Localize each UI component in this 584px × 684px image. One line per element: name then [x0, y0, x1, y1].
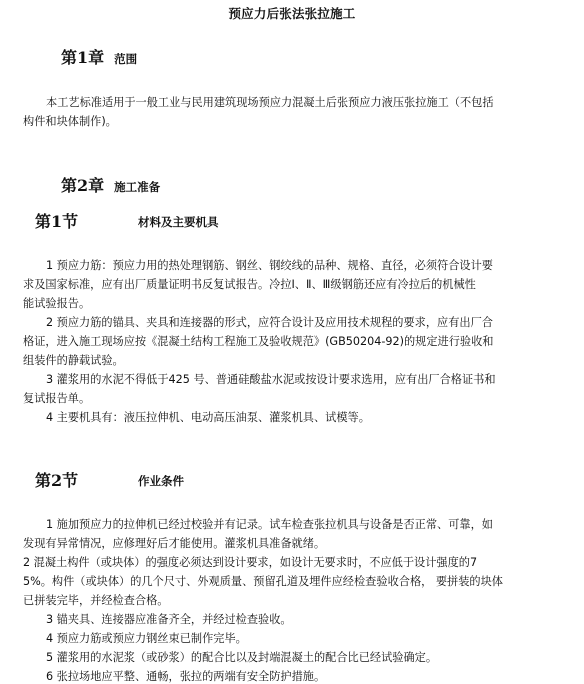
- section-1-line-6: 组装件的静载试验。: [23, 354, 124, 367]
- chapter-2-heading: [61, 173, 160, 196]
- section-1-line-7: 3 灌浆用的水泥不得低于425 号、普通硅酸盐水泥或按设计要求选用，应有出厂合格证书和: [46, 373, 496, 386]
- section-2-line-7: 4 预应力筋或预应力钢丝束已制作完毕。: [46, 632, 247, 645]
- section-2-number: 第2节: [35, 471, 79, 490]
- chapter-1-label: 范围: [114, 52, 138, 66]
- section-1-line-5: 格证，进入施工现场应按《混凝土结构工程施工及验收规范》(GB50204-92)的规定进行验收和: [23, 335, 494, 348]
- document-title: 预应力后张法张拉施工: [228, 6, 356, 21]
- section-1-label: 材料及主要机具: [138, 215, 219, 229]
- chapter-1-line-1: 本工艺标准适用于一般工业与民用建筑现场预应力混凝土后张预应力液压张拉施工（不包括: [46, 96, 494, 109]
- section-2-line-3: 2 混凝土构件（或块体）的强度必须达到设计要求，如设计无要求时，不应低于设计强度的7: [23, 556, 478, 569]
- section-1-line-3: 能试验报告。: [23, 297, 91, 310]
- section-1-line-9: 4 主要机具有：液压拉伸机、电动高压油泵、灌浆机具、试模等。: [46, 411, 370, 424]
- chapter-2-number: 第2章: [61, 176, 105, 195]
- section-1-line-2: 求及国家标准，应有出厂质量证明书反复试报告。冷拉Ⅰ、Ⅱ、Ⅲ级钢筋还应有冷拉后的机械性: [23, 278, 476, 291]
- chapter-1-line-2: 构件和块体制作)。: [23, 115, 117, 128]
- section-2-line-5: 已拼装完毕，并经检查合格。: [23, 594, 169, 607]
- chapter-2-label: 施工准备: [114, 180, 161, 194]
- section-2-line-4: 5%。构件（或块体）的几个尺寸、外观质量、预留孔道及埋件应经检查验收合格， 要拼装的块体: [23, 575, 503, 588]
- section-2-line-2: 发现有异常情况，应修理好后才能使用。灌浆机具准备就绪。: [23, 537, 326, 550]
- section-2-line-6: 3 锚夹具、连接器应准备齐全，并经过检查验收。: [46, 613, 292, 626]
- section-1-line-4: 2 预应力筋的锚具、夹具和连接器的形式，应符合设计及应用技术规程的要求，应有出厂合: [46, 316, 493, 329]
- section-2-label: 作业条件: [138, 474, 184, 488]
- chapter-1-heading: [61, 45, 137, 68]
- section-2-line-9: 6 张拉场地应平整、通畅，张拉的两端有安全防护措施。: [46, 670, 326, 683]
- section-1-number: 第1节: [35, 212, 79, 231]
- section-1-line-1: 1 预应力筋：预应力用的热处理钢筋、钢丝、钢绞线的品种、规格、直径，必须符合设计要: [46, 259, 493, 272]
- section-2-line-1: 1 施加预应力的拉伸机已经过校验并有记录。试车检查张拉机具与设备是否正常、可靠，如: [46, 518, 493, 531]
- chapter-1-number: 第1章: [61, 48, 105, 67]
- section-1-line-8: 复试报告单。: [23, 392, 91, 405]
- section-2-line-8: 5 灌浆用的水泥浆（或砂浆）的配合比以及封端混凝土的配合比已经试验确定。: [46, 651, 438, 664]
